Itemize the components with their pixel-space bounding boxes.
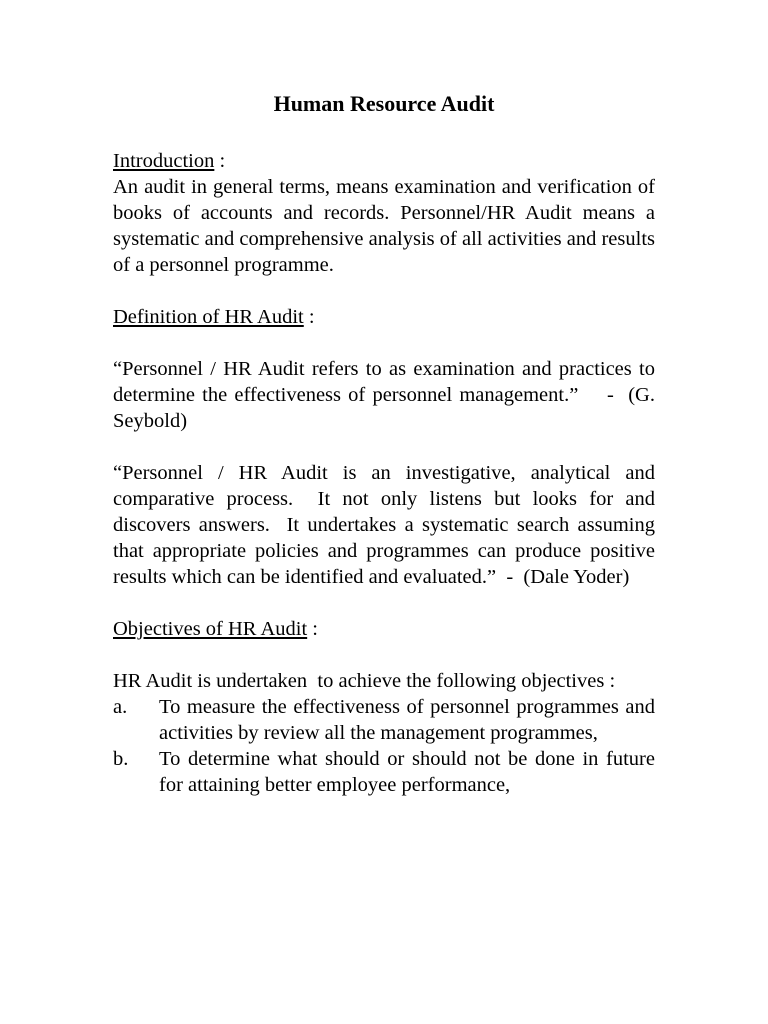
list-item-marker: b. bbox=[113, 748, 129, 770]
objectives-list bbox=[113, 694, 655, 798]
spacer bbox=[113, 330, 655, 356]
list-item-marker: a. bbox=[113, 696, 128, 718]
list-item bbox=[113, 694, 655, 746]
definition-heading bbox=[113, 304, 655, 330]
list-item bbox=[113, 746, 655, 798]
definition-quote-seybold: “Personnel / HR Audit refers to as examination and practices to determine the effectiveness of personnel management.” - (G. Seybold) bbox=[113, 358, 661, 432]
definition-quote-yoder: “Personnel / HR Audit is an investigative, analytical and comparative process. It not only listens but looks for and discovers answers. It undertakes a systematic search assuming that appropriate policies and programmes can produce positive results which can be identified and evaluated.” - (Dale Yoder) bbox=[113, 462, 661, 588]
document-title: Human Resource Audit bbox=[273, 91, 495, 116]
definition-heading-colon: : bbox=[303, 306, 315, 328]
spacer bbox=[113, 590, 655, 616]
introduction-heading bbox=[113, 148, 655, 174]
introduction-heading-label: Introduction bbox=[113, 150, 215, 172]
spacer bbox=[113, 434, 655, 460]
objectives-heading bbox=[113, 616, 655, 642]
document-page bbox=[113, 90, 661, 798]
introduction-paragraph: An audit in general terms, means examination and verification of books of accounts and records. Personnel/HR Audit means a systematic and comprehensive analysis of all activities and results of a personnel programme. bbox=[113, 176, 655, 276]
objectives-intro: HR Audit is undertaken to achieve the following objectives : bbox=[113, 670, 616, 692]
definition-heading-label: Definition of HR Audit bbox=[113, 306, 304, 328]
objectives-heading-colon: : bbox=[307, 618, 318, 640]
list-item-text: To measure the effectiveness of personnel programmes and activities by review all the management programmes, bbox=[159, 696, 655, 744]
list-item-text: To determine what should or should not be done in future for attaining better employee performance, bbox=[159, 748, 655, 796]
introduction-heading-colon: : bbox=[214, 150, 226, 172]
spacer bbox=[113, 278, 655, 304]
objectives-heading-label: Objectives of HR Audit bbox=[113, 618, 308, 640]
spacer bbox=[113, 642, 655, 668]
